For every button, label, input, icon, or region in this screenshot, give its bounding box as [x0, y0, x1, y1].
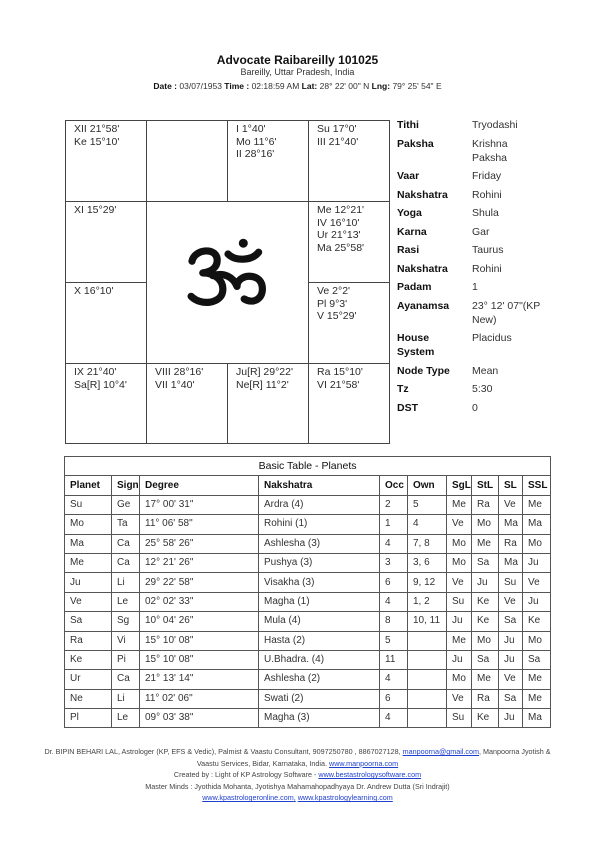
cell-ssl: Ma — [523, 709, 551, 728]
table-row — [65, 709, 551, 728]
column-header-own: Own — [408, 476, 447, 495]
detail-value: 23° 12' 07"(KP New) — [472, 299, 541, 326]
footer-line-links — [0, 792, 595, 804]
cell-sl: Ve — [499, 670, 523, 689]
cell-nakshatra: Magha (1) — [259, 592, 380, 611]
detail-value: Taurus — [472, 244, 504, 256]
detail-label: Nakshatra — [397, 262, 448, 275]
chart-house-cell — [147, 364, 227, 444]
detail-value: Friday — [472, 170, 502, 182]
link-separator: , — [293, 793, 296, 802]
cell-ssl: Mo — [523, 534, 551, 553]
cell-degree: 11° 06' 58" — [140, 515, 259, 534]
detail-value: Mean — [472, 364, 499, 377]
cell-ssl: Me — [523, 495, 551, 514]
cell-planet: Ke — [65, 650, 112, 669]
column-header-occ: Occ — [380, 476, 408, 495]
cell-sgl: Ve — [447, 573, 472, 592]
chart-entry: I 1°40' — [236, 123, 266, 135]
table-row — [65, 515, 551, 534]
chart-entry: Ma 25°58' — [317, 241, 365, 254]
lng-label: Lng: — [371, 81, 391, 91]
om-dot — [239, 239, 248, 248]
footer-master-minds-text: Master Minds : Jyothida Mohanta, Jyotishya Mahamahopadhyaya Dr. Andrew Dutta (Sri Indrajit) — [145, 781, 450, 791]
cell-sl: Ju — [499, 631, 523, 650]
detail-value: Rohini — [472, 188, 502, 201]
table-row — [65, 534, 551, 553]
chart-entry: Mo 11°6' — [236, 135, 277, 148]
column-header-degree: Degree — [140, 476, 259, 495]
cell-planet: Me — [65, 553, 112, 572]
chart-entry: Ke 15°10' — [74, 135, 120, 148]
detail-value: Gar — [472, 225, 490, 238]
chart-house-cell — [309, 364, 389, 444]
chart-house-cell — [66, 202, 146, 282]
chart-entry: Su 17°0' — [317, 123, 357, 135]
cell-ssl: Me — [523, 689, 551, 708]
cell-ssl: Sa — [523, 650, 551, 669]
cell-sign: Ge — [112, 495, 140, 514]
detail-row — [397, 225, 543, 244]
cell-nakshatra: Visakha (3) — [259, 573, 380, 592]
detail-value: Placidus — [472, 332, 512, 344]
cell-occ: 4 — [380, 709, 408, 728]
cell-ssl: Ma — [523, 515, 551, 534]
cell-stl: Ra — [472, 495, 499, 514]
time-label: Time : — [224, 81, 250, 91]
cell-stl: Ra — [472, 689, 499, 708]
chart-house-cell — [309, 283, 389, 363]
email-link[interactable]: manpoorna@gmail.com — [402, 747, 480, 756]
chart-entry: Ju[R] 29°22' — [236, 366, 293, 378]
table-row — [65, 689, 551, 708]
chart-house-cell — [147, 121, 227, 201]
cell-own: 5 — [408, 495, 447, 514]
cell-nakshatra: Swati (2) — [259, 689, 380, 708]
cell-sign: Le — [112, 709, 140, 728]
cell-planet: Ma — [65, 534, 112, 553]
chart-entry: X 16°10' — [74, 285, 114, 297]
detail-label: Tz — [397, 383, 409, 395]
table-row — [65, 670, 551, 689]
cell-sign: Vi — [112, 631, 140, 650]
detail-label: Tithi — [397, 119, 419, 131]
cell-nakshatra: Pushya (3) — [259, 553, 380, 572]
chart-house-cell — [228, 121, 308, 201]
om-crescent-stroke — [228, 252, 259, 259]
kp-astrologer-online-link[interactable]: www.kpastrologeronline.com — [202, 793, 294, 802]
software-website-link[interactable]: www.bestastrologysoftware.com — [318, 770, 422, 779]
cell-own: 7, 8 — [408, 534, 447, 553]
cell-sl: Ju — [499, 709, 523, 728]
cell-sgl: Ju — [447, 612, 472, 631]
detail-value: Shula — [472, 207, 499, 219]
footer-address-text: Vaastu Services, Bidar, Karnataka, India. — [196, 758, 327, 768]
cell-occ: 4 — [380, 534, 408, 553]
chart-house-cell — [66, 121, 146, 201]
detail-value: 0 — [472, 401, 478, 414]
detail-row — [397, 188, 543, 207]
cell-planet: Ve — [65, 592, 112, 611]
longitude: 79° 25' 54" E — [392, 81, 442, 91]
cell-stl: Mo — [472, 515, 499, 534]
chart-entry: Ve 2°2' — [317, 285, 351, 297]
cell-occ: 11 — [380, 650, 408, 669]
cell-sgl: Su — [447, 592, 472, 611]
table-row — [65, 573, 551, 592]
cell-sgl: Mo — [447, 553, 472, 572]
cell-sign: Ta — [112, 515, 140, 534]
detail-row — [397, 206, 543, 225]
cell-sgl: Ve — [447, 689, 472, 708]
cell-sl: Ve — [499, 495, 523, 514]
chart-entry: III 21°40' — [317, 135, 359, 148]
chart-entry: VI 21°58' — [317, 378, 360, 391]
chart-entry: V 15°29' — [317, 310, 357, 322]
cell-degree: 25° 58' 26" — [140, 534, 259, 553]
cell-nakshatra: Hasta (2) — [259, 631, 380, 650]
cell-occ: 6 — [380, 689, 408, 708]
cell-nakshatra: Ardra (4) — [259, 495, 380, 514]
footer — [0, 746, 595, 804]
cell-occ: 2 — [380, 495, 408, 514]
om-symbol-icon — [183, 236, 273, 308]
cell-ssl: Ju — [523, 553, 551, 572]
cell-own — [408, 689, 447, 708]
cell-stl: Ke — [472, 709, 499, 728]
table-header-row — [65, 476, 551, 495]
column-header-ssl: SSL — [523, 476, 551, 495]
cell-occ: 4 — [380, 592, 408, 611]
detail-row — [397, 169, 543, 188]
detail-row — [397, 280, 543, 299]
detail-value: 5:30 — [472, 383, 493, 395]
detail-value: 1 — [472, 281, 478, 293]
cell-sl: Sa — [499, 612, 523, 631]
cell-sign: Li — [112, 689, 140, 708]
column-header-sl: SL — [499, 476, 523, 495]
table-title-row — [65, 457, 551, 476]
detail-label: Padam — [397, 281, 432, 293]
column-header-stl: StL — [472, 476, 499, 495]
cell-own: 1, 2 — [408, 592, 447, 611]
chart-house-cell — [309, 202, 389, 282]
cell-planet: Ra — [65, 631, 112, 650]
footer-line-created-by — [0, 769, 595, 781]
table-row — [65, 553, 551, 572]
cell-occ: 8 — [380, 612, 408, 631]
footer-created-by-text: Created by : Light of KP Astrology Software - — [173, 770, 317, 779]
cell-sl: Ma — [499, 553, 523, 572]
chart-entry: IX 21°40' — [74, 366, 117, 378]
cell-stl: Sa — [472, 553, 499, 572]
column-header-planet: Planet — [65, 476, 112, 495]
chart-house-cell — [66, 364, 146, 444]
detail-label: Ayanamsa — [397, 299, 450, 312]
cell-degree: 29° 22' 58" — [140, 573, 259, 592]
cell-own: 3, 6 — [408, 553, 447, 572]
cell-sign: Ca — [112, 670, 140, 689]
chart-entry: Ne[R] 11°2' — [236, 378, 289, 391]
chart-house-cell — [228, 364, 308, 444]
chart-entry: II 28°16' — [236, 148, 275, 160]
table-row — [65, 495, 551, 514]
cell-own — [408, 709, 447, 728]
detail-label: Rasi — [397, 244, 420, 256]
cell-planet: Ne — [65, 689, 112, 708]
detail-label: Vaar — [397, 170, 420, 182]
footer-line-address — [0, 758, 595, 770]
chart-entry: VII 1°40' — [155, 378, 195, 391]
detail-row — [397, 331, 543, 364]
cell-own: 4 — [408, 515, 447, 534]
table-title: Basic Table - Planets — [65, 457, 551, 476]
cell-degree: 15° 10' 08" — [140, 650, 259, 669]
detail-row — [397, 137, 543, 170]
detail-row — [397, 118, 543, 137]
chart-entry: Pl 9°3' — [317, 297, 348, 310]
cell-sgl: Mo — [447, 534, 472, 553]
cell-degree: 15° 10' 08" — [140, 631, 259, 650]
table-body — [65, 495, 551, 728]
chart-entry: Sa[R] 10°4' — [74, 378, 127, 391]
cell-sgl: Me — [447, 631, 472, 650]
cell-planet: Ur — [65, 670, 112, 689]
detail-row — [397, 262, 543, 281]
latitude: 28° 22' 00" N — [319, 81, 370, 91]
report-title: Advocate Raibareilly 101025 — [216, 53, 379, 67]
cell-nakshatra: U.Bhadra. (4) — [259, 650, 380, 669]
cell-degree: 09° 03' 38" — [140, 709, 259, 728]
detail-label: Nakshatra — [397, 188, 448, 201]
lat-label: Lat: — [301, 81, 318, 91]
cell-planet: Pl — [65, 709, 112, 728]
cell-occ: 1 — [380, 515, 408, 534]
birth-place: Bareilly, Uttar Pradesh, India — [240, 67, 355, 77]
cell-ssl: Mo — [523, 631, 551, 650]
cell-occ: 5 — [380, 631, 408, 650]
detail-label: DST — [397, 401, 418, 414]
footer-line-contact — [0, 746, 595, 758]
chart-entry: Me 12°21' — [317, 204, 365, 216]
cell-stl: Ke — [472, 612, 499, 631]
cell-degree: 12° 21' 26" — [140, 553, 259, 572]
birth-details-line — [0, 81, 595, 91]
cell-nakshatra: Ashlesha (2) — [259, 670, 380, 689]
cell-sign: Ca — [112, 553, 140, 572]
table-row — [65, 612, 551, 631]
cell-planet: Mo — [65, 515, 112, 534]
cell-sl: Ju — [499, 650, 523, 669]
cell-sign: Pi — [112, 650, 140, 669]
detail-row — [397, 364, 543, 383]
cell-nakshatra: Ashlesha (3) — [259, 534, 380, 553]
birth-chart — [65, 120, 390, 444]
cell-sgl: Mo — [447, 670, 472, 689]
chart-house-cell — [309, 121, 389, 201]
cell-sgl: Ve — [447, 515, 472, 534]
detail-label: Node Type — [397, 364, 450, 377]
cell-nakshatra: Mula (4) — [259, 612, 380, 631]
table-row — [65, 631, 551, 650]
cell-own — [408, 670, 447, 689]
cell-degree: 02° 02' 33" — [140, 592, 259, 611]
cell-sign: Ca — [112, 534, 140, 553]
column-header-sign: Sign — [112, 476, 140, 495]
chart-entry: Ur 21°13' — [317, 229, 361, 241]
cell-degree: 10° 04' 26" — [140, 612, 259, 631]
birth-date: 03/07/1953 — [179, 81, 222, 91]
manpoorna-website-link[interactable]: www.manpoorna.com — [329, 758, 399, 768]
cell-own — [408, 631, 447, 650]
cell-occ: 4 — [380, 670, 408, 689]
planets-table — [64, 456, 551, 728]
cell-sl: Ve — [499, 592, 523, 611]
cell-planet: Sa — [65, 612, 112, 631]
cell-sl: Ra — [499, 534, 523, 553]
detail-row — [397, 243, 543, 262]
cell-planet: Ju — [65, 573, 112, 592]
kp-astrology-learning-link[interactable]: www.kpastrologylearning.com — [297, 793, 393, 802]
cell-sgl: Ju — [447, 650, 472, 669]
cell-degree: 17° 00' 31" — [140, 495, 259, 514]
cell-sign: Li — [112, 573, 140, 592]
cell-stl: Ke — [472, 592, 499, 611]
cell-degree: 21° 13' 14" — [140, 670, 259, 689]
panchang-details — [397, 118, 543, 419]
date-label: Date : — [153, 81, 177, 91]
cell-own — [408, 650, 447, 669]
cell-stl: Me — [472, 670, 499, 689]
cell-ssl: Ve — [523, 573, 551, 592]
cell-sl: Sa — [499, 689, 523, 708]
detail-value: Rohini — [472, 262, 502, 275]
cell-planet: Su — [65, 495, 112, 514]
footer-contact-tail: , Manpoorna Jyotish & — [479, 747, 551, 756]
cell-stl: Ju — [472, 573, 499, 592]
cell-occ: 6 — [380, 573, 408, 592]
cell-sign: Sg — [112, 612, 140, 631]
detail-value: Tryodashi — [472, 119, 518, 131]
cell-sl: Ma — [499, 515, 523, 534]
detail-label: Yoga — [397, 207, 422, 219]
cell-ssl: Ju — [523, 592, 551, 611]
detail-label: Karna — [397, 225, 427, 238]
chart-entry: IV 16°10' — [317, 216, 360, 229]
cell-nakshatra: Rohini (1) — [259, 515, 380, 534]
cell-sign: Le — [112, 592, 140, 611]
column-header-sgl: SgL — [447, 476, 472, 495]
cell-stl: Sa — [472, 650, 499, 669]
detail-label: House System — [397, 332, 435, 358]
detail-row — [397, 382, 543, 401]
table-row — [65, 592, 551, 611]
cell-degree: 11° 02' 06" — [140, 689, 259, 708]
cell-stl: Me — [472, 534, 499, 553]
chart-house-cell — [66, 283, 146, 363]
birth-time: 02:18:59 AM — [251, 81, 300, 91]
detail-value: Krishna Paksha — [472, 137, 508, 164]
footer-line-master-minds — [0, 781, 595, 793]
cell-sl: Su — [499, 573, 523, 592]
cell-own: 10, 11 — [408, 612, 447, 631]
cell-sgl: Me — [447, 495, 472, 514]
detail-row — [397, 299, 543, 332]
cell-stl: Mo — [472, 631, 499, 650]
cell-sgl: Su — [447, 709, 472, 728]
detail-row — [397, 401, 543, 420]
detail-label: Paksha — [397, 137, 434, 150]
cell-occ: 3 — [380, 553, 408, 572]
cell-ssl: Me — [523, 670, 551, 689]
chart-entry: VIII 28°16' — [155, 366, 204, 378]
cell-ssl: Ke — [523, 612, 551, 631]
cell-nakshatra: Magha (3) — [259, 709, 380, 728]
footer-contact-text: Dr. BIPIN BEHARI LAL, Astrologer (KP, EFS & Vedic), Palmist & Vaastu Consultant, 9097250780 , 8867027128, — [44, 747, 401, 756]
chart-entry: XII 21°58' — [74, 123, 120, 135]
table-row — [65, 650, 551, 669]
cell-own: 9, 12 — [408, 573, 447, 592]
chart-entry: Ra 15°10' — [317, 366, 363, 378]
chart-entry: XI 15°29' — [74, 204, 117, 216]
column-header-nakshatra: Nakshatra — [259, 476, 380, 495]
